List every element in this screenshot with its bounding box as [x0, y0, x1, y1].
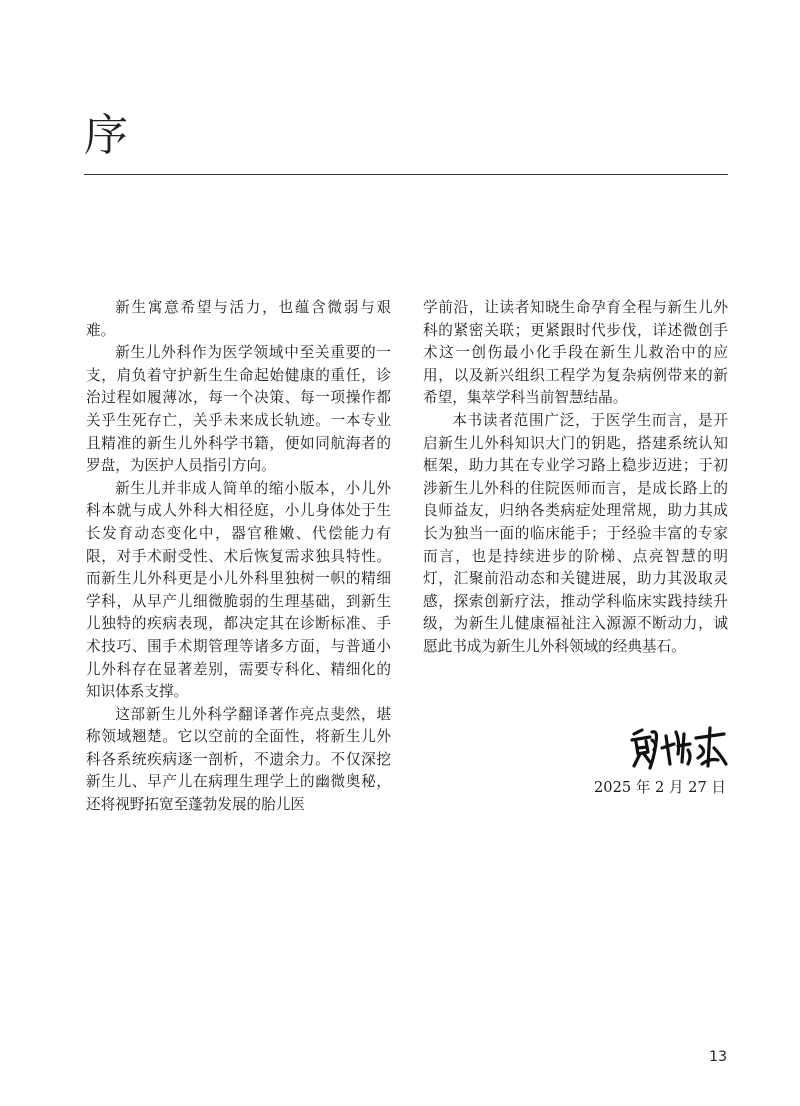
- page-number: 13: [709, 1049, 727, 1065]
- date: 2025 年 2 月 27 日: [594, 779, 726, 796]
- paragraph: 新生寓意希望与活力，也蕴含微弱与艰难。: [86, 299, 391, 339]
- paragraph-continuation: 学前沿，让读者知晓生命孕育全程与新生儿外科的紧密关联；更紧跟时代步伐，详述微创手术这一创伤最小化手段在新生儿救治中的应用，以及新兴组织工程学为复杂病例带来的新希望，集萃学科当前智慧结晶。: [423, 299, 728, 407]
- page-title: 序: [84, 110, 128, 161]
- right-column: [423, 297, 728, 659]
- paragraph: 这部新生儿外科学翻译著作亮点斐然，堪称领域翘楚。它以空前的全面性，将新生儿外科各系统疾病逐一剖析，不遗余力。不仅深挖新生儿、早产儿在病理生理学上的幽微奥秘，还将视野拓宽至蓬勃发展的胎儿医: [86, 705, 391, 814]
- left-column: [86, 297, 391, 817]
- paragraph: 新生儿外科作为医学领域中至关重要的一支，肩负着守护新生生命起始健康的重任，诊治过程如履薄冰，每一个决策、每一项操作都关乎生死存亡，关乎未来成长轨迹。一本专业且精准的新生儿外科学书籍，便如同航海者的罗盘，为医护人员指引方向。: [86, 344, 391, 475]
- paragraph: 本书读者范围广泛，于医学生而言，是开启新生儿外科知识大门的钥匙，搭建系统认知框架，助力其在专业学习路上稳步迈进；于初涉新生儿外科的住院医师而言，是成长路上的良师益友，归纳各类病症处理常规，助力其成长为独当一面的临床能手；于经验丰富的专家而言，也是持续进步的阶梯、点亮智慧的明灯，汇聚前沿动态和关键进展，助力其汲取灵感，探索创新疗法，推动学科临床实践持续升级，为新生儿健康福祉注入源源不断动力，诚愿此书成为新生儿外科领域的经典基石。: [423, 411, 728, 655]
- paragraph: 新生儿并非成人简单的缩小版本，小儿外科本就与成人外科大相径庭，小儿身体处于生长发育动态变化中，器官稚嫩、代偿能力有限，对手术耐受性、术后恢复需求独具特性。而新生儿外科更是小儿外科里独树一帜的精细学科，从早产儿细微脆弱的生理基础，到新生儿独特的疾病表现，都决定其在诊断标准、手术技巧、围手术期管理等诸多方面，与普通小儿外科存在显著差别，需要专科化、精细化的知识体系支撑。: [86, 479, 391, 701]
- title-divider: [84, 174, 728, 175]
- handwritten-signature: [628, 724, 732, 772]
